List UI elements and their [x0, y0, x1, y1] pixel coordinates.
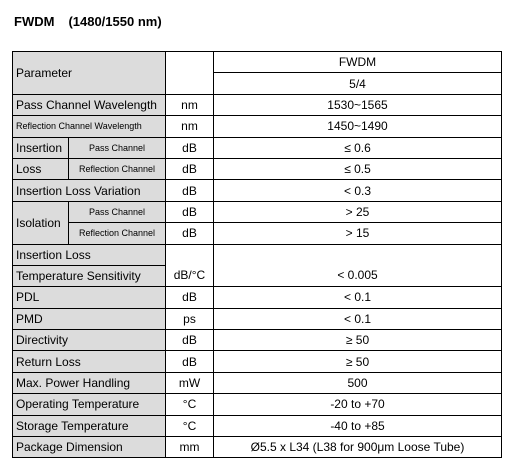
row-value: > 15 — [214, 223, 502, 244]
row-label-loss: Loss — [13, 158, 69, 179]
row-unit: dB — [166, 158, 214, 179]
row-value: -40 to +85 — [214, 415, 502, 436]
table-row — [13, 351, 502, 372]
table-row — [13, 137, 502, 158]
row-value: 500 — [214, 372, 502, 393]
row-unit: ps — [166, 308, 214, 329]
row-value: ≥ 50 — [214, 330, 502, 351]
row-label: Operating Temperature — [13, 394, 166, 415]
table-row — [13, 223, 502, 244]
row-label: Directivity — [13, 330, 166, 351]
sub-label-reflection-channel: Reflection Channel — [69, 223, 166, 244]
table-row — [13, 244, 502, 265]
row-unit: dB — [166, 137, 214, 158]
table-row — [13, 116, 502, 137]
row-value: > 25 — [214, 201, 502, 222]
row-unit: mW — [166, 372, 214, 393]
sub-label-reflection-channel: Reflection Channel — [69, 158, 166, 179]
table-row — [13, 158, 502, 179]
table-row — [13, 94, 502, 115]
row-unit: dB — [166, 330, 214, 351]
header-parameter: Parameter — [13, 52, 166, 95]
row-label: Return Loss — [13, 351, 166, 372]
table-row — [13, 287, 502, 308]
row-unit: mm — [166, 437, 214, 458]
row-label-insertion: Insertion — [13, 137, 69, 158]
row-value: 1450~1490 — [214, 116, 502, 137]
row-unit: °C — [166, 394, 214, 415]
row-value: Ø5.5 x L34 (L38 for 900μm Loose Tube) — [214, 437, 502, 458]
sub-label-pass-channel: Pass Channel — [69, 137, 166, 158]
row-value: 1530~1565 — [214, 94, 502, 115]
table-row — [13, 437, 502, 458]
header-product: FWDM — [214, 52, 502, 73]
row-value: < 0.3 — [214, 180, 502, 201]
table-row — [13, 180, 502, 201]
row-value: < 0.005 — [214, 244, 502, 287]
row-label: Package Dimension — [13, 437, 166, 458]
table-row — [13, 394, 502, 415]
row-label: Insertion Loss Variation — [13, 180, 166, 201]
row-value: ≤ 0.5 — [214, 158, 502, 179]
page-title — [14, 14, 162, 29]
row-label-isolation: Isolation — [13, 201, 69, 244]
row-unit: dB — [166, 223, 214, 244]
table-row — [13, 330, 502, 351]
header-product-model: 5/4 — [214, 73, 502, 94]
row-label: Max. Power Handling — [13, 372, 166, 393]
row-unit: dB — [166, 287, 214, 308]
row-label: Reflection Channel Wavelength — [13, 116, 166, 137]
table-row — [13, 201, 502, 222]
row-unit: °C — [166, 415, 214, 436]
row-label: PMD — [13, 308, 166, 329]
row-unit: nm — [166, 116, 214, 137]
table-row — [13, 372, 502, 393]
row-value: < 0.1 — [214, 287, 502, 308]
header-unit-empty — [166, 52, 214, 95]
row-value: ≤ 0.6 — [214, 137, 502, 158]
row-unit: dB/°C — [166, 244, 214, 287]
row-unit: dB — [166, 180, 214, 201]
row-label: Pass Channel Wavelength — [13, 94, 166, 115]
table-row — [13, 308, 502, 329]
row-value: < 0.1 — [214, 308, 502, 329]
row-unit: dB — [166, 351, 214, 372]
row-label-temp-sens-1: Insertion Loss — [13, 244, 166, 265]
row-unit: dB — [166, 201, 214, 222]
row-value: -20 to +70 — [214, 394, 502, 415]
table-row-header — [13, 52, 502, 73]
row-label: PDL — [13, 287, 166, 308]
sub-label-pass-channel: Pass Channel — [69, 201, 166, 222]
table-row — [13, 415, 502, 436]
title-subtitle: (1480/1550 nm) — [68, 14, 162, 29]
row-label-temp-sens-2: Temperature Sensitivity — [13, 265, 166, 286]
title-main: FWDM — [14, 14, 55, 29]
row-label: Storage Temperature — [13, 415, 166, 436]
row-unit: nm — [166, 94, 214, 115]
spec-table — [12, 51, 502, 458]
row-value: ≥ 50 — [214, 351, 502, 372]
